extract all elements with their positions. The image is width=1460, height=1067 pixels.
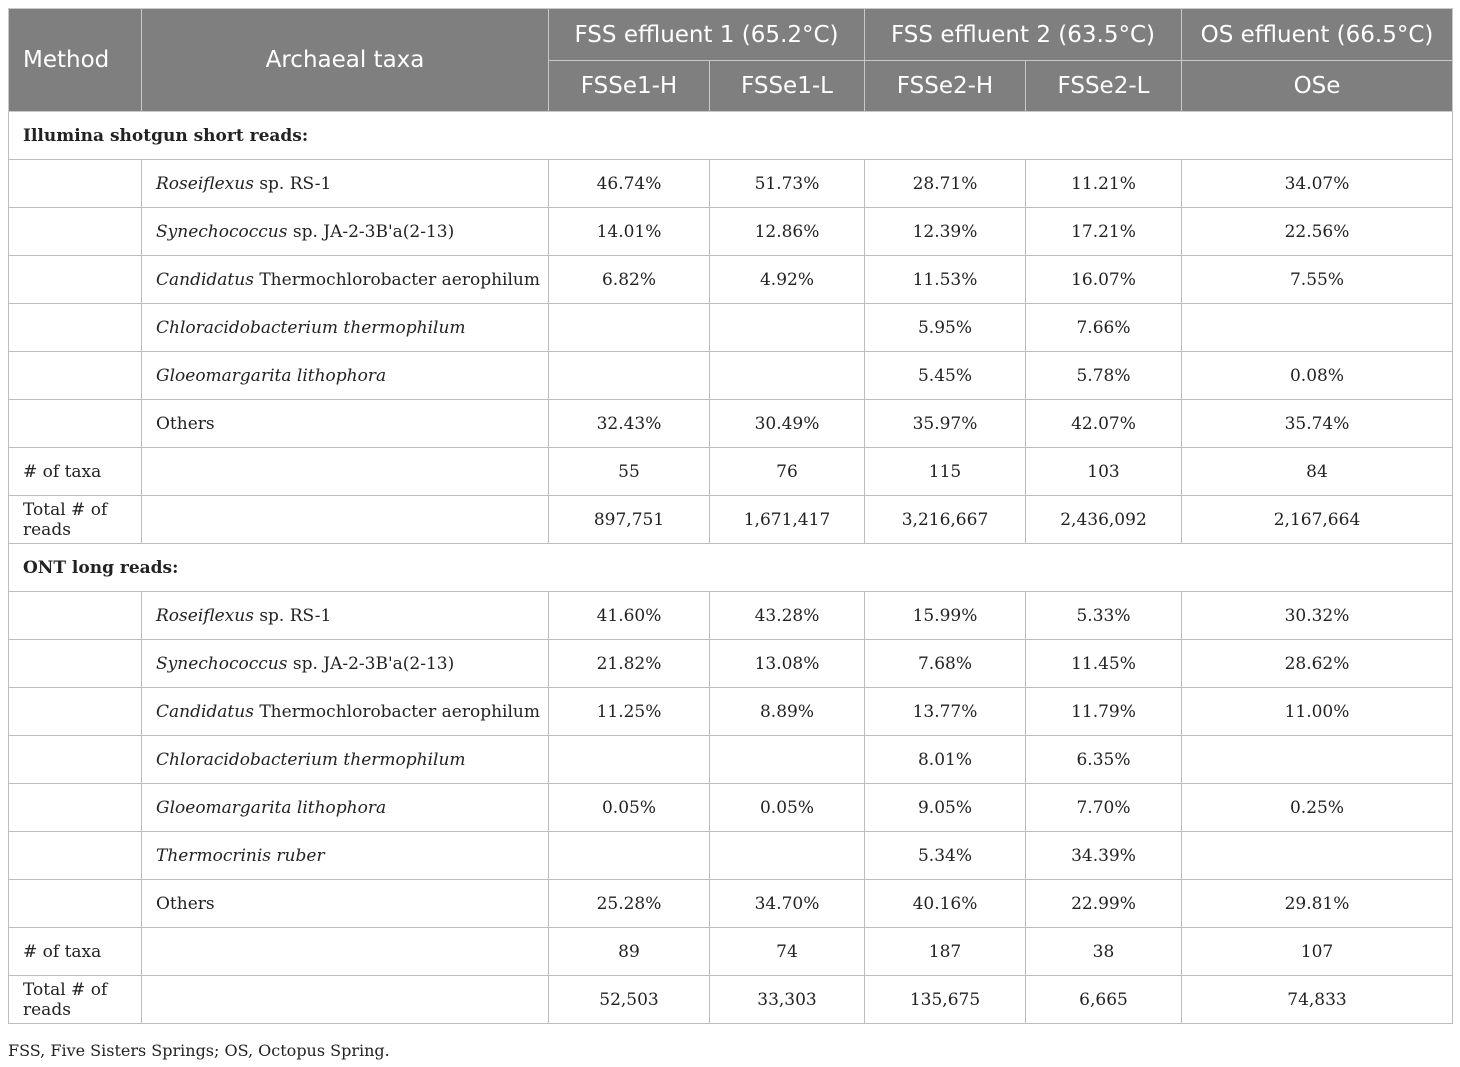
value-cell: 41.60% — [549, 592, 710, 640]
value-cell: 28.71% — [865, 160, 1026, 208]
method-cell — [9, 256, 142, 304]
empty-cell — [142, 976, 549, 1024]
header-sample: FSSe2-L — [1026, 61, 1182, 112]
value-cell: 16.07% — [1026, 256, 1182, 304]
value-cell: 28.62% — [1182, 640, 1453, 688]
taxon-name — [142, 688, 549, 736]
taxon-rest: sp. JA-2-3B'a(2-13) — [287, 221, 455, 242]
table-row — [9, 208, 1453, 256]
method-cell — [9, 784, 142, 832]
row-label: # of taxa — [9, 448, 142, 496]
value-cell: 8.89% — [710, 688, 865, 736]
section-title: ONT long reads: — [9, 544, 1453, 592]
value-cell: 8.01% — [865, 736, 1026, 784]
taxon-rest: Others — [156, 893, 215, 914]
value-cell: 5.45% — [865, 352, 1026, 400]
taxon-name — [142, 256, 549, 304]
value-cell: 22.56% — [1182, 208, 1453, 256]
value-cell: 0.05% — [710, 784, 865, 832]
table-row — [9, 832, 1453, 880]
method-cell — [9, 592, 142, 640]
taxon-name — [142, 736, 549, 784]
value-cell — [710, 832, 865, 880]
header-group-fss1: FSS effluent 1 (65.2°C) — [549, 9, 865, 61]
taxon-name — [142, 880, 549, 928]
value-cell: 25.28% — [549, 880, 710, 928]
taxon-italic: Chloracidobacterium thermophilum — [156, 317, 466, 338]
value-cell: 135,675 — [865, 976, 1026, 1024]
value-cell: 5.33% — [1026, 592, 1182, 640]
value-cell: 6,665 — [1026, 976, 1182, 1024]
value-cell: 29.81% — [1182, 880, 1453, 928]
value-cell: 55 — [549, 448, 710, 496]
value-cell: 2,167,664 — [1182, 496, 1453, 544]
value-cell — [1182, 304, 1453, 352]
value-cell: 11.21% — [1026, 160, 1182, 208]
value-cell: 6.35% — [1026, 736, 1182, 784]
value-cell: 46.74% — [549, 160, 710, 208]
total-reads-row — [9, 976, 1453, 1024]
method-cell — [9, 160, 142, 208]
value-cell: 34.39% — [1026, 832, 1182, 880]
empty-cell — [142, 928, 549, 976]
value-cell — [549, 736, 710, 784]
value-cell: 43.28% — [710, 592, 865, 640]
value-cell — [549, 832, 710, 880]
method-cell — [9, 832, 142, 880]
value-cell: 187 — [865, 928, 1026, 976]
row-label: # of taxa — [9, 928, 142, 976]
value-cell: 5.95% — [865, 304, 1026, 352]
value-cell: 22.99% — [1026, 880, 1182, 928]
value-cell: 89 — [549, 928, 710, 976]
value-cell: 35.74% — [1182, 400, 1453, 448]
taxon-rest: sp. JA-2-3B'a(2-13) — [287, 653, 455, 674]
method-cell — [9, 352, 142, 400]
value-cell: 74,833 — [1182, 976, 1453, 1024]
table-row — [9, 688, 1453, 736]
value-cell: 30.49% — [710, 400, 865, 448]
value-cell: 11.00% — [1182, 688, 1453, 736]
taxon-italic: Synechococcus — [156, 221, 288, 242]
table-row — [9, 784, 1453, 832]
taxon-name — [142, 208, 549, 256]
method-cell — [9, 208, 142, 256]
taxon-rest: Others — [156, 413, 215, 434]
value-cell: 34.07% — [1182, 160, 1453, 208]
value-cell: 34.70% — [710, 880, 865, 928]
method-cell — [9, 640, 142, 688]
value-cell: 13.77% — [865, 688, 1026, 736]
value-cell: 7.66% — [1026, 304, 1182, 352]
method-cell — [9, 880, 142, 928]
taxon-italic: Candidatus — [156, 701, 254, 722]
value-cell: 2,436,092 — [1026, 496, 1182, 544]
value-cell: 30.32% — [1182, 592, 1453, 640]
total-reads-row — [9, 496, 1453, 544]
section-row — [9, 112, 1453, 160]
value-cell: 17.21% — [1026, 208, 1182, 256]
taxon-name — [142, 160, 549, 208]
table-body — [9, 112, 1453, 1024]
table-row — [9, 352, 1453, 400]
value-cell: 4.92% — [710, 256, 865, 304]
section-title: Illumina shotgun short reads: — [9, 112, 1453, 160]
value-cell — [549, 304, 710, 352]
header-sample: OSe — [1182, 61, 1453, 112]
table-row — [9, 592, 1453, 640]
value-cell — [710, 304, 865, 352]
value-cell: 107 — [1182, 928, 1453, 976]
value-cell: 1,671,417 — [710, 496, 865, 544]
value-cell: 115 — [865, 448, 1026, 496]
table-header — [9, 9, 1453, 112]
value-cell: 52,503 — [549, 976, 710, 1024]
value-cell: 5.78% — [1026, 352, 1182, 400]
taxon-name — [142, 400, 549, 448]
value-cell: 7.68% — [865, 640, 1026, 688]
empty-cell — [142, 496, 549, 544]
taxon-rest: sp. RS-1 — [253, 605, 332, 626]
taxon-italic: Candidatus — [156, 269, 254, 290]
value-cell: 35.97% — [865, 400, 1026, 448]
section-row — [9, 544, 1453, 592]
row-label: Total # of reads — [9, 976, 142, 1024]
table-row — [9, 160, 1453, 208]
value-cell: 6.82% — [549, 256, 710, 304]
header-sample: FSSe1-H — [549, 61, 710, 112]
taxon-name — [142, 640, 549, 688]
header-sample: FSSe1-L — [710, 61, 865, 112]
value-cell — [549, 352, 710, 400]
value-cell: 11.45% — [1026, 640, 1182, 688]
header-sample: FSSe2-H — [865, 61, 1026, 112]
taxon-rest: sp. RS-1 — [253, 173, 332, 194]
taxon-italic: Chloracidobacterium thermophilum — [156, 749, 466, 770]
taxon-italic: Synechococcus — [156, 653, 288, 674]
value-cell — [710, 352, 865, 400]
taxon-name — [142, 784, 549, 832]
value-cell: 38 — [1026, 928, 1182, 976]
footnote: FSS, Five Sisters Springs; OS, Octopus Spring. — [8, 1041, 390, 1060]
value-cell: 12.39% — [865, 208, 1026, 256]
taxon-italic: Gloeomargarita lithophora — [156, 365, 387, 386]
taxon-name — [142, 304, 549, 352]
table-row — [9, 304, 1453, 352]
taxa-count-row — [9, 928, 1453, 976]
taxon-name — [142, 592, 549, 640]
value-cell: 7.70% — [1026, 784, 1182, 832]
value-cell — [1182, 832, 1453, 880]
header-taxa: Archaeal taxa — [142, 9, 549, 112]
value-cell: 0.05% — [549, 784, 710, 832]
value-cell: 15.99% — [865, 592, 1026, 640]
method-cell — [9, 736, 142, 784]
value-cell: 33,303 — [710, 976, 865, 1024]
value-cell: 74 — [710, 928, 865, 976]
empty-cell — [142, 448, 549, 496]
method-cell — [9, 688, 142, 736]
header-method: Method — [9, 9, 142, 112]
value-cell: 103 — [1026, 448, 1182, 496]
taxon-italic: Thermocrinis ruber — [156, 845, 325, 866]
value-cell: 11.25% — [549, 688, 710, 736]
value-cell: 12.86% — [710, 208, 865, 256]
table-row — [9, 880, 1453, 928]
value-cell: 7.55% — [1182, 256, 1453, 304]
value-cell: 84 — [1182, 448, 1453, 496]
value-cell: 0.08% — [1182, 352, 1453, 400]
value-cell: 3,216,667 — [865, 496, 1026, 544]
value-cell: 5.34% — [865, 832, 1026, 880]
taxon-rest: Thermochlorobacter aerophilum — [253, 701, 540, 722]
taxon-italic: Roseiflexus — [156, 605, 254, 626]
value-cell: 11.53% — [865, 256, 1026, 304]
value-cell: 13.08% — [710, 640, 865, 688]
method-cell — [9, 304, 142, 352]
value-cell: 14.01% — [549, 208, 710, 256]
taxon-rest: Thermochlorobacter aerophilum — [253, 269, 540, 290]
table-row — [9, 640, 1453, 688]
method-cell — [9, 400, 142, 448]
value-cell: 40.16% — [865, 880, 1026, 928]
value-cell — [1182, 736, 1453, 784]
value-cell: 42.07% — [1026, 400, 1182, 448]
value-cell: 9.05% — [865, 784, 1026, 832]
value-cell: 21.82% — [549, 640, 710, 688]
value-cell — [710, 736, 865, 784]
taxa-count-row — [9, 448, 1453, 496]
value-cell: 897,751 — [549, 496, 710, 544]
abundance-table — [8, 8, 1453, 1024]
header-group-fss2: FSS effluent 2 (63.5°C) — [865, 9, 1182, 61]
taxon-italic: Gloeomargarita lithophora — [156, 797, 387, 818]
value-cell: 11.79% — [1026, 688, 1182, 736]
taxon-name — [142, 832, 549, 880]
table-row — [9, 400, 1453, 448]
row-label: Total # of reads — [9, 496, 142, 544]
value-cell: 51.73% — [710, 160, 865, 208]
header-group-os: OS effluent (66.5°C) — [1182, 9, 1453, 61]
taxon-name — [142, 352, 549, 400]
table-row — [9, 256, 1453, 304]
value-cell: 0.25% — [1182, 784, 1453, 832]
value-cell: 76 — [710, 448, 865, 496]
table-row — [9, 736, 1453, 784]
value-cell: 32.43% — [549, 400, 710, 448]
taxon-italic: Roseiflexus — [156, 173, 254, 194]
